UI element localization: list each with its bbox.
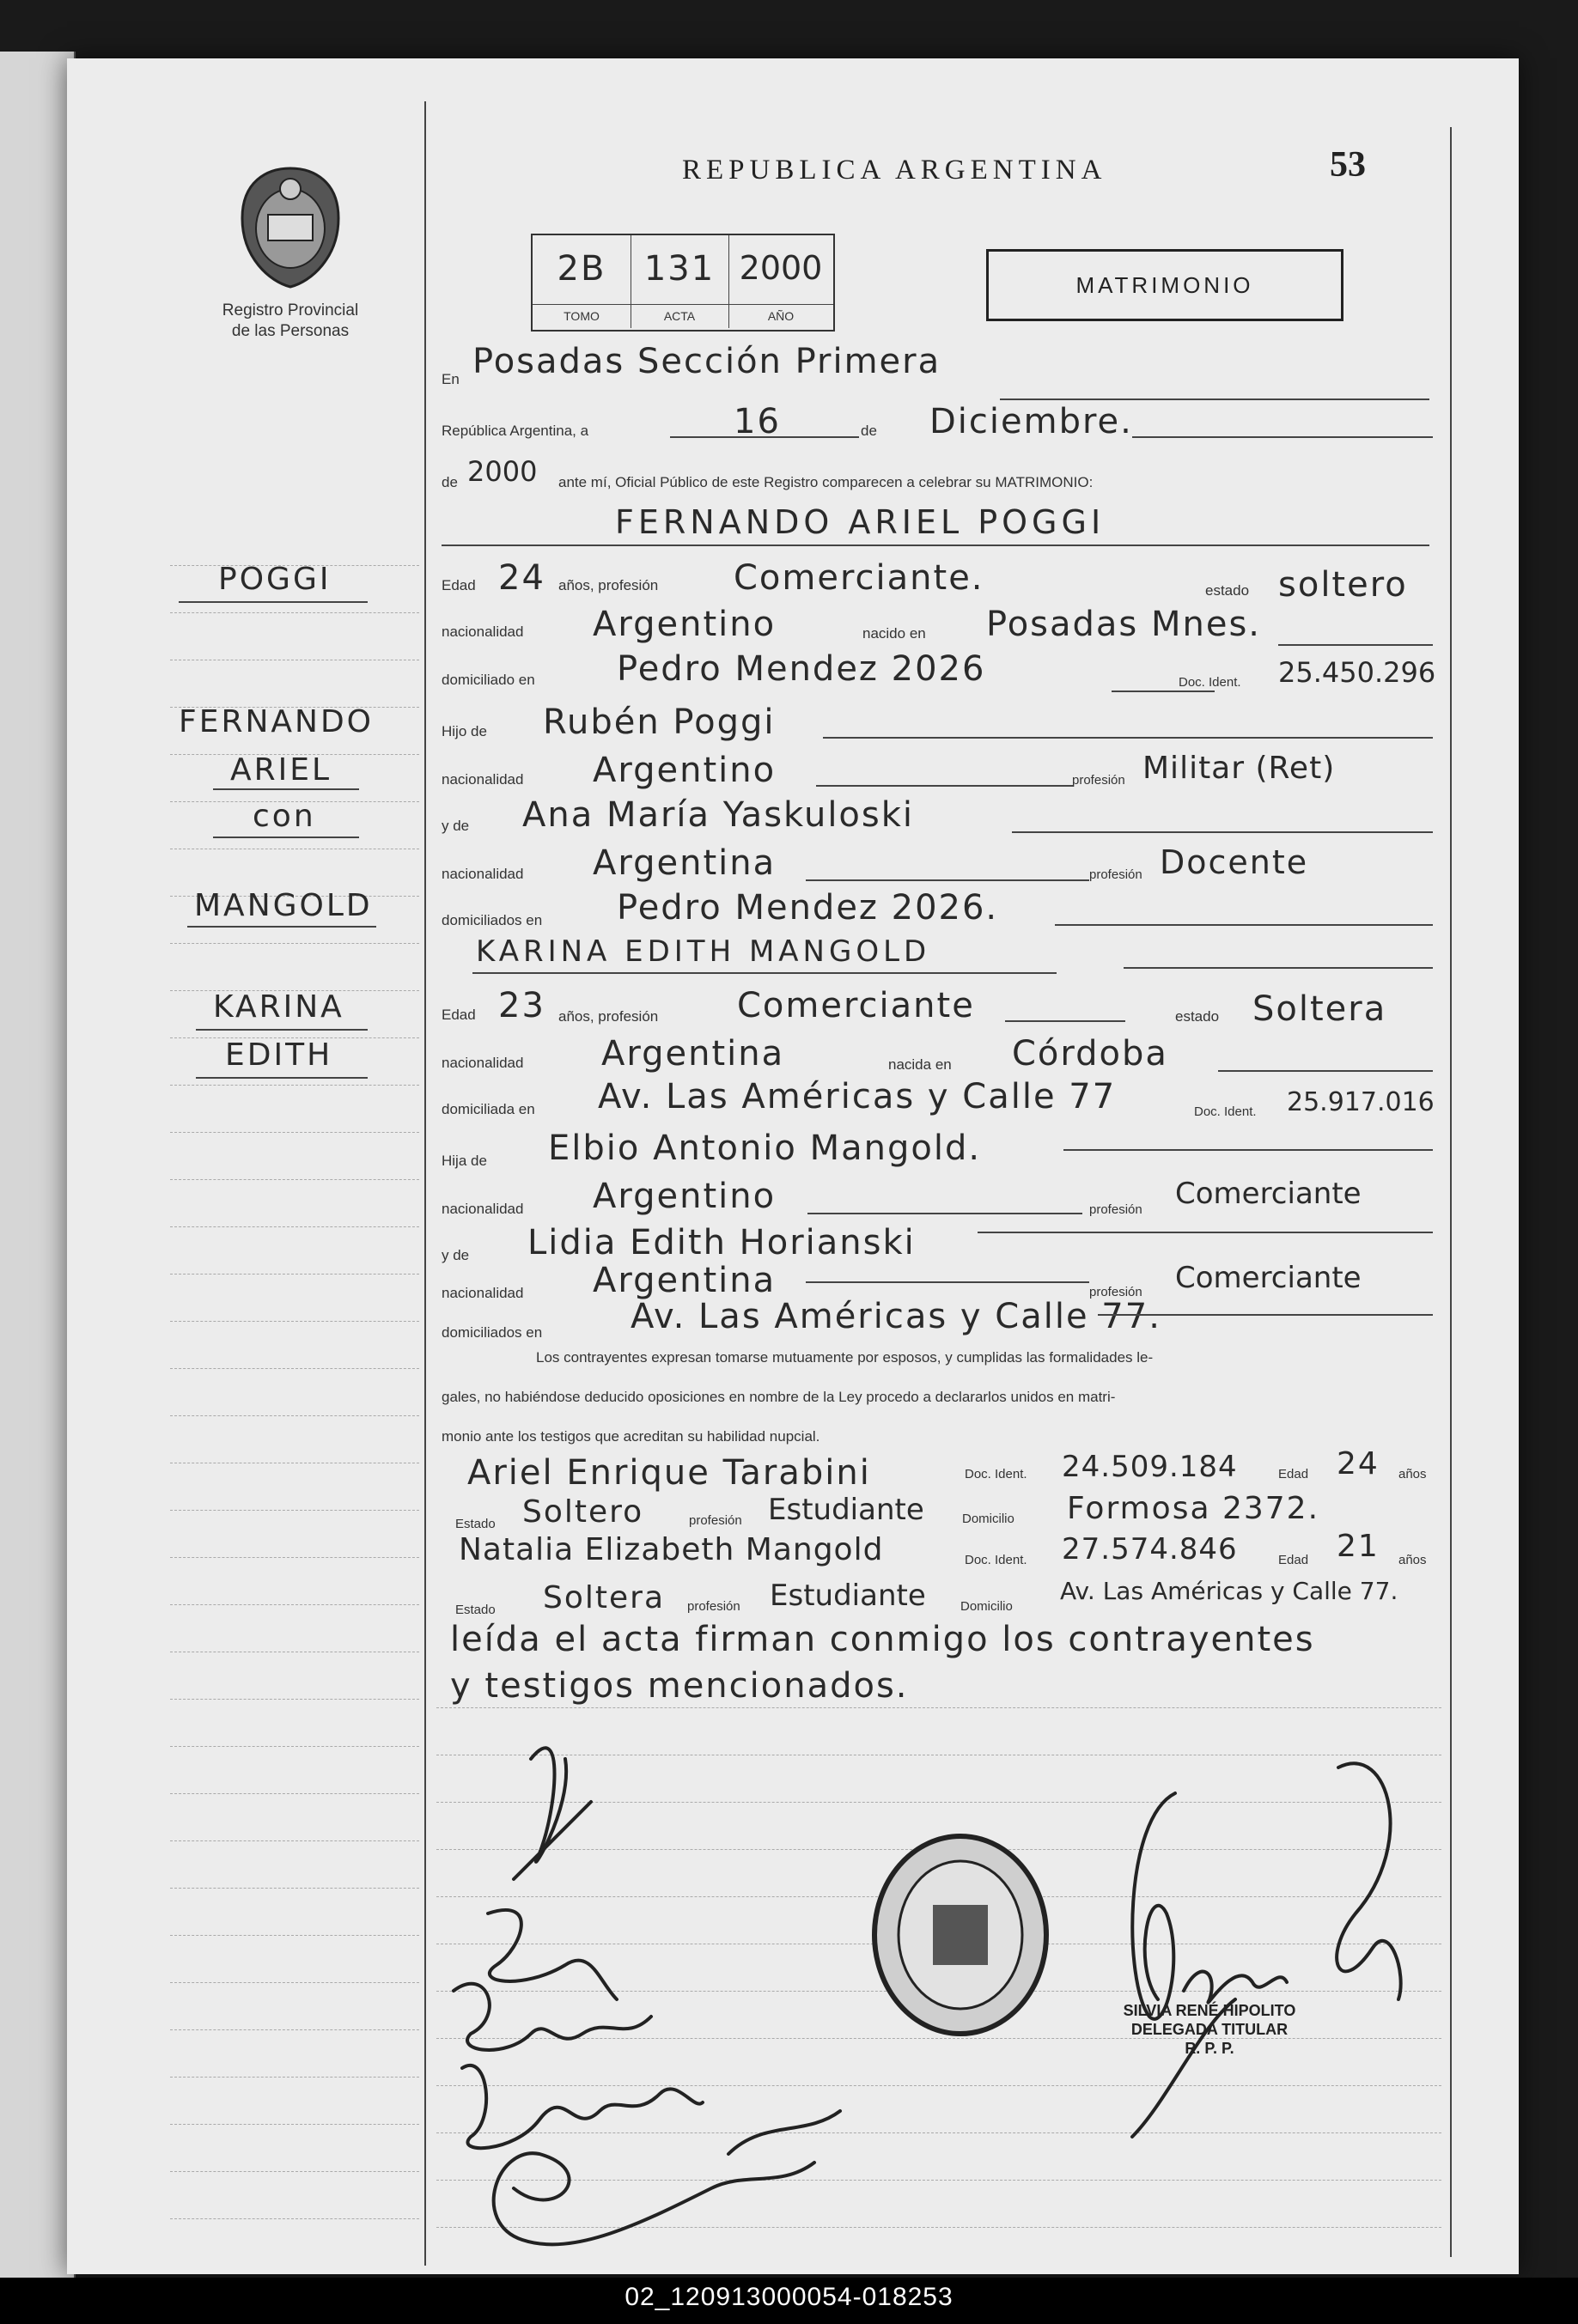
day-value: 16	[734, 402, 781, 441]
record-box	[531, 234, 835, 332]
label-anos-2: años	[1398, 1553, 1427, 1567]
groom-father: Rubén Poggi	[543, 703, 776, 742]
margin-rule	[170, 1132, 419, 1133]
witness-1-profession: Estudiante	[768, 1493, 924, 1527]
label-domiciliado-en: domiciliado en	[442, 672, 535, 688]
groom-address: Pedro Mendez 2026	[617, 649, 986, 689]
label-doc-ident: Doc. Ident.	[1179, 675, 1241, 690]
label-de: de	[861, 423, 877, 439]
label-anos-profesion: años, profesión	[558, 577, 659, 593]
bride-mother-nationality: Argentina	[593, 1261, 777, 1300]
groom-nationality: Argentino	[593, 605, 777, 644]
groom-status: soltero	[1278, 565, 1408, 605]
bride-profession: Comerciante	[737, 986, 975, 1025]
label-domiciliada-en: domiciliada en	[442, 1101, 535, 1117]
label-republica: República Argentina, a	[442, 423, 589, 439]
margin-rule	[170, 1746, 419, 1747]
label-domiciliados-en: domiciliados en	[442, 912, 543, 928]
label-en: En	[442, 371, 460, 387]
margin-rule	[170, 1368, 419, 1369]
groom-age: 24	[498, 558, 545, 598]
margin-rule	[170, 2077, 419, 2078]
margin-rule	[170, 1179, 419, 1180]
label-nacido-en: nacido en	[862, 625, 926, 642]
acta-label: ACTA	[663, 309, 696, 323]
groom-name: FERNANDO ARIEL POGGI	[615, 503, 1106, 541]
legal-line-2: gales, no habiéndose deducido oposiciones en nombre de la Ley procedo a declararlos unidos en matri-	[442, 1389, 1116, 1405]
groom-doc: 25.450.296	[1278, 656, 1436, 689]
label-anos: años	[1398, 1467, 1427, 1481]
label-profesion-5: profesión	[689, 1513, 742, 1528]
margin-groom-surname: POGGI	[218, 562, 332, 597]
bride-nationality: Argentina	[601, 1034, 785, 1074]
label-edad: Edad	[442, 577, 476, 593]
registry-line-2: de las Personas	[231, 322, 350, 340]
registry-line-1: Registro Provincial	[222, 301, 359, 319]
margin-rule	[170, 1935, 419, 1936]
label-domiciliados-en-2: domiciliados en	[442, 1324, 543, 1341]
margin-groom-given-2: ARIEL	[230, 752, 332, 788]
groom-parents-address: Pedro Mendez 2026.	[617, 888, 999, 928]
bride-age: 23	[498, 986, 545, 1025]
place-value: Posadas Sección Primera	[472, 342, 941, 381]
groom-mother-profession: Docente	[1160, 843, 1309, 881]
margin-rule	[170, 2171, 419, 2172]
groom-father-nationality: Argentino	[593, 751, 777, 790]
legal-line-1: Los contrayentes expresan tomarse mutuamente por esposos, y cumplidas las formalidades le-	[536, 1349, 1154, 1366]
month-value: Diciembre.	[929, 402, 1133, 441]
label-profesion: profesión	[1072, 773, 1125, 788]
margin-divider	[424, 101, 426, 2266]
label-doc-ident-2: Doc. Ident.	[1194, 1104, 1257, 1119]
label-profesion-3: profesión	[1089, 1202, 1142, 1217]
right-border	[1450, 127, 1452, 2257]
stamp-name: SILVIA RENÉ HIPOLITO	[1123, 2002, 1296, 2019]
label-nacionalidad-2: nacionalidad	[442, 771, 524, 788]
closing-line-1: leída el acta firman conmigo los contrayentes	[450, 1620, 1315, 1659]
label-y-de-2: y de	[442, 1247, 470, 1263]
legal-line-3: monio ante los testigos que acreditan su habilidad nupcial.	[442, 1428, 820, 1445]
margin-rule	[170, 1321, 419, 1322]
groom-birthplace: Posadas Mnes.	[986, 605, 1262, 644]
year-value: 2000	[467, 455, 538, 488]
margin-rule	[170, 2029, 419, 2030]
label-domicilio-2: Domicilio	[960, 1599, 1013, 1614]
margin-rule	[170, 1982, 419, 1983]
label-nacionalidad-4: nacionalidad	[442, 1055, 524, 1071]
groom-mother: Ana María Yaskuloski	[522, 795, 915, 835]
bride-father-nationality: Argentino	[593, 1177, 777, 1216]
margin-rule	[170, 1888, 419, 1889]
witness-2-status: Soltera	[543, 1580, 666, 1615]
signature-right	[1081, 1742, 1441, 2188]
label-doc-ident-3: Doc. Ident.	[965, 1467, 1027, 1481]
bride-father-profession: Comerciante	[1175, 1177, 1362, 1211]
label-profesion-2: profesión	[1089, 867, 1142, 882]
margin-bride-given-1: KARINA	[213, 989, 344, 1025]
label-nacionalidad-5: nacionalidad	[442, 1201, 524, 1217]
label-estado-3: Estado	[455, 1517, 496, 1531]
groom-father-profession: Militar (Ret)	[1142, 751, 1336, 786]
page-number: 53	[1330, 145, 1366, 185]
label-edad-2: Edad	[442, 1007, 476, 1023]
margin-bride-given-2: EDITH	[225, 1037, 333, 1073]
bride-mother-profession: Comerciante	[1175, 1261, 1362, 1295]
ano-label: AÑO	[767, 309, 795, 323]
margin-bride-surname: MANGOLD	[194, 888, 373, 923]
margin-rule	[170, 2218, 419, 2219]
country-heading: REPUBLICA ARGENTINA	[682, 155, 1107, 186]
witness-2-name: Natalia Elizabeth Mangold	[459, 1532, 884, 1567]
bride-name: KARINA EDITH MANGOLD	[476, 934, 931, 969]
witness-2-doc: 27.574.846	[1062, 1532, 1238, 1567]
margin-rule	[170, 1699, 419, 1700]
closing-line-2: y testigos mencionados.	[450, 1666, 909, 1706]
margin-rule	[170, 1274, 419, 1275]
label-hijo-de: Hijo de	[442, 723, 487, 739]
stamp-title: DELEGADA TITULAR	[1130, 2021, 1289, 2038]
label-doc-ident-4: Doc. Ident.	[965, 1553, 1027, 1567]
margin-rule	[170, 943, 419, 944]
stamp-office: R. P. P.	[1185, 2040, 1234, 2057]
bride-parents-address: Av. Las Américas y Calle 77.	[631, 1297, 1161, 1336]
official-seal	[866, 1828, 1055, 2042]
label-edad-4: Edad	[1278, 1553, 1309, 1567]
label-estado-2: estado	[1175, 1008, 1220, 1025]
witness-2-age: 21	[1337, 1529, 1380, 1564]
bride-birthplace: Córdoba	[1012, 1034, 1168, 1074]
witness-1-name: Ariel Enrique Tarabini	[467, 1453, 871, 1493]
bride-status: Soltera	[1252, 989, 1387, 1029]
witness-1-address: Formosa 2372.	[1067, 1491, 1320, 1526]
label-de2: de	[442, 474, 458, 490]
label-nacionalidad-3: nacionalidad	[442, 866, 524, 882]
label-profesion-6: profesión	[687, 1599, 740, 1614]
coat-of-arms-icon	[237, 165, 344, 290]
witness-1-doc: 24.509.184	[1062, 1450, 1238, 1484]
margin-rule	[170, 1557, 419, 1558]
label-profesion-4: profesión	[1089, 1285, 1142, 1299]
margin-rule	[170, 1840, 419, 1841]
bride-doc: 25.917.016	[1287, 1087, 1435, 1117]
label-ante: ante mí, Oficial Público de este Registro comparecen a celebrar su MATRIMONIO:	[558, 474, 1094, 490]
facing-page-edge	[0, 52, 76, 2284]
margin-rule	[170, 1226, 419, 1227]
label-hija-de: Hija de	[442, 1153, 487, 1169]
label-estado-4: Estado	[455, 1603, 496, 1617]
bride-mother: Lidia Edith Horianski	[527, 1223, 916, 1262]
witness-1-status: Soltero	[522, 1494, 644, 1530]
margin-rule	[170, 1415, 419, 1416]
label-anos-profesion-2: años, profesión	[558, 1008, 659, 1025]
groom-profession: Comerciante.	[734, 558, 984, 598]
doc-type-box: MATRIMONIO	[986, 249, 1343, 321]
witness-1-age: 24	[1337, 1446, 1380, 1481]
label-domicilio: Domicilio	[962, 1512, 1014, 1526]
label-edad-3: Edad	[1278, 1467, 1309, 1481]
witness-2-address: Av. Las Américas y Calle 77.	[1060, 1577, 1398, 1605]
margin-connector: con	[253, 799, 316, 834]
label-nacionalidad-6: nacionalidad	[442, 1285, 524, 1301]
scan-footer-id: 02_120913000054-018253	[624, 2283, 954, 2311]
margin-rule	[170, 2124, 419, 2125]
witness-2-profession: Estudiante	[770, 1579, 926, 1613]
margin-rule	[170, 612, 419, 613]
tomo-value: 2B	[557, 249, 606, 289]
margin-rule	[170, 1793, 419, 1794]
bride-address: Av. Las Américas y Calle 77	[598, 1077, 1117, 1116]
label-y-de: y de	[442, 818, 470, 834]
margin-rule	[170, 1085, 419, 1086]
register-page	[67, 58, 1519, 2274]
label-nacida-en: nacida en	[888, 1056, 952, 1073]
bride-father: Elbio Antonio Mangold.	[548, 1129, 982, 1168]
margin-groom-given-1: FERNANDO	[179, 704, 375, 739]
label-nacionalidad: nacionalidad	[442, 624, 524, 640]
tomo-label: TOMO	[564, 309, 600, 323]
margin-rule	[170, 1510, 419, 1511]
margin-rule	[170, 1604, 419, 1605]
acta-value: 131	[643, 249, 716, 289]
label-estado: estado	[1205, 582, 1250, 599]
groom-mother-nationality: Argentina	[593, 843, 777, 883]
ano-value: 2000	[739, 249, 823, 287]
